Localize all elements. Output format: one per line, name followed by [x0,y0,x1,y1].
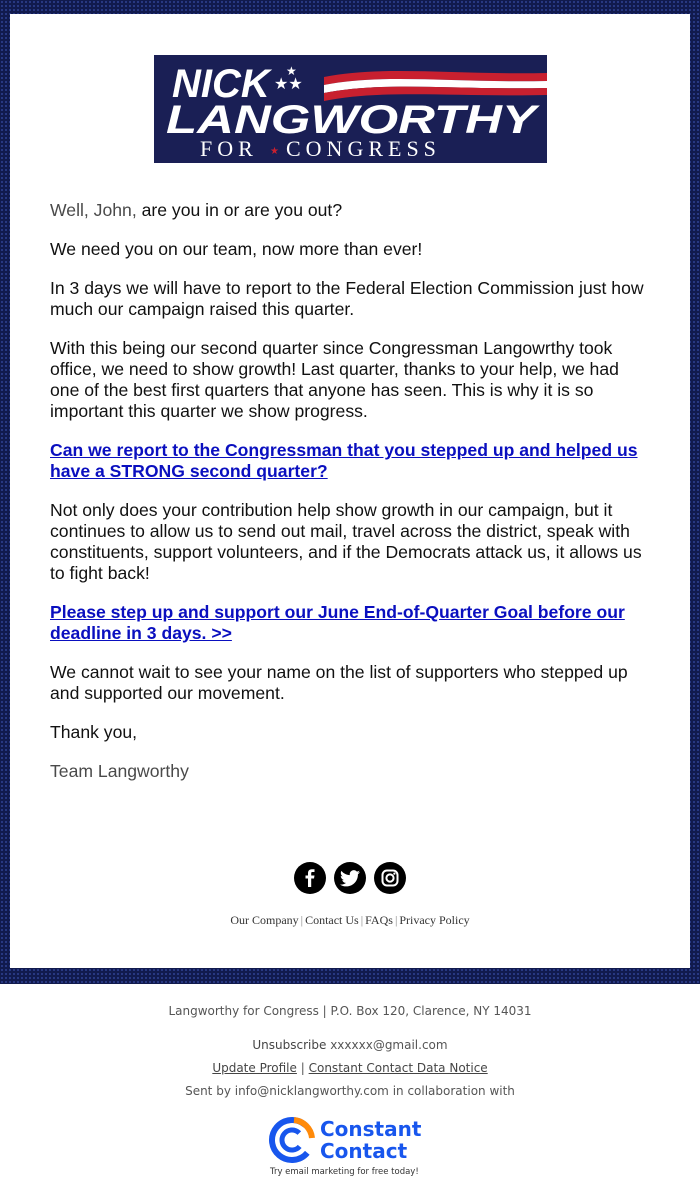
paragraph-3: With this being our second quarter since Congressman Langowrthy took office, we need to show growth! Last quarter, thanks to your help, we had one of the best first quarters that anyone has seen. This is why it is so important this quarter we show progress. [50,338,619,421]
footer-separator: | [300,913,304,927]
sent-by: Sent by info@nicklangworthy.com in collaboration with [185,1084,515,1098]
svg-text:★: ★ [286,64,297,78]
logo-line1: NICK [172,62,270,106]
email-card [10,14,690,968]
unsubscribe-line [0,1038,700,1052]
cta-link-report[interactable]: Can we report to the Congressman that you stepped up and helped us have a STRONG second quarter? [50,440,638,481]
logo-line3-congress: CONGRESS [286,136,441,161]
logo-line3-for: FOR [200,136,258,161]
data-notice-link[interactable]: Constant Contact Data Notice [308,1061,488,1075]
paragraph-4: Not only does your contribution help show growth in our campaign, but it continues to allow us to send out mail, travel across the district, speak with constituents, support volunteers, and if the Democrats attack us, it allows us to fight back! [50,500,642,583]
footer-link-faqs[interactable]: FAQs [365,913,393,927]
cta-link-donate[interactable]: Please step up and support our June End-of-Quarter Goal before our deadline in 3 days. >> [50,602,625,643]
svg-text:★★: ★★ [274,74,303,93]
greeting-prefix: Well, [50,200,89,220]
cc-wordmark-line1: Constant [320,1117,422,1141]
update-profile-link[interactable]: Update Profile [212,1061,297,1075]
thanks-line: Thank you, [50,722,138,742]
footer-link-contact[interactable]: Contact Us [305,913,359,927]
footer-link-company[interactable]: Our Company [230,913,299,927]
footer-separator: | [394,913,398,927]
unsubscribe-link[interactable]: Unsubscribe [252,1038,327,1052]
paragraph-1: We need you on our team, now more than ever! [50,239,423,259]
profile-links [0,1061,700,1075]
constant-contact-logo[interactable] [268,1114,438,1174]
unsubscribe-email: xxxxxx@gmail.com [330,1038,448,1052]
twitter-icon[interactable] [334,862,366,894]
paragraph-2: In 3 days we will have to report to the Federal Election Commission just how much our campaign raised this quarter. [50,278,644,319]
cc-wordmark-line2: Contact [320,1139,408,1163]
greeting-question: are you in or are you out? [141,200,343,220]
greeting [50,200,650,221]
social-links [10,862,690,896]
paragraph-5: We cannot wait to see your name on the list of supporters who stepped up and supported our movement. [50,662,628,703]
constant-contact-footer [0,984,700,1200]
profile-links-divider: | [300,1061,305,1075]
cc-tagline: Try email marketing for free today! [270,1167,419,1176]
svg-text:★: ★ [270,146,279,157]
greeting-name: John, [93,200,137,220]
footer-link-privacy[interactable]: Privacy Policy [399,913,470,927]
mailing-address: Langworthy for Congress | P.O. Box 120, Clarence, NY 14031 [168,1004,532,1018]
email-body [50,200,650,800]
logo-line2: LANGWORTHY [166,98,541,142]
footer-separator: | [360,913,364,927]
signature: Team Langworthy [50,761,189,781]
instagram-icon[interactable] [374,862,406,894]
footer-links [10,913,690,928]
campaign-logo [154,55,547,163]
facebook-icon[interactable] [294,862,326,894]
